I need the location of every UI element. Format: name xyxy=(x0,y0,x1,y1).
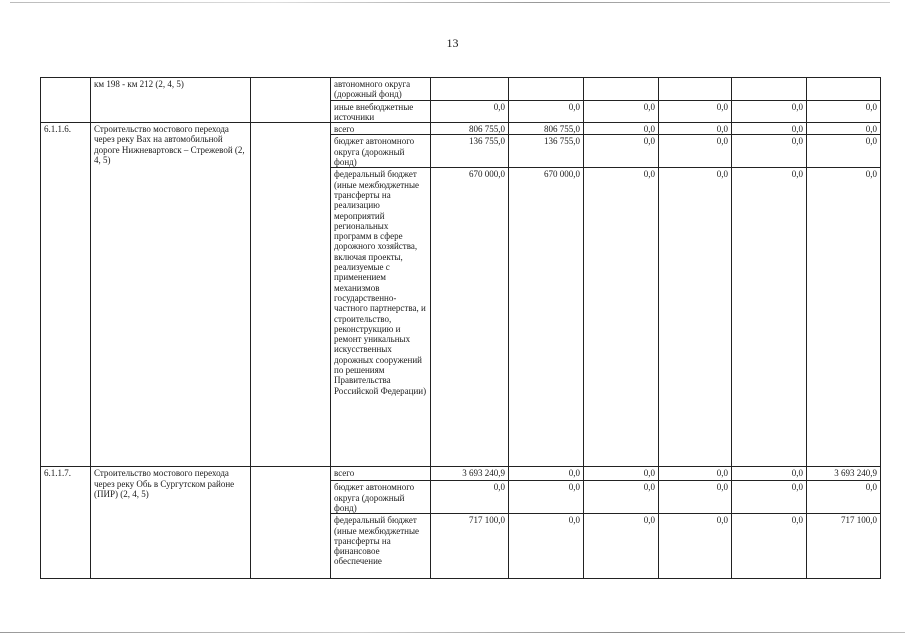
value-cell: 0,0 xyxy=(659,168,732,467)
value-cell: 0,0 xyxy=(807,168,881,467)
table-row xyxy=(41,123,881,135)
value-cell: 0,0 xyxy=(732,135,807,168)
funding-source: иные внебюджетные источники xyxy=(331,100,431,123)
value-cell: 0,0 xyxy=(807,135,881,168)
value-cell: 717 100,0 xyxy=(431,514,509,579)
value-cell: 0,0 xyxy=(807,100,881,123)
value-cell: 0,0 xyxy=(431,100,509,123)
value-cell: 3 693 240,9 xyxy=(431,467,509,481)
value-cell: 136 755,0 xyxy=(509,135,584,168)
value-cell: 0,0 xyxy=(732,514,807,579)
value-cell: 0,0 xyxy=(659,481,732,514)
value-cell: 0,0 xyxy=(509,514,584,579)
value-cell: 0,0 xyxy=(509,481,584,514)
item-number: 6.1.1.7. xyxy=(41,467,91,579)
value-cell: 0,0 xyxy=(509,100,584,123)
value-cell: 806 755,0 xyxy=(431,123,509,135)
executor-cell xyxy=(251,123,331,467)
value-cell: 0,0 xyxy=(584,467,659,481)
executor-cell xyxy=(251,467,331,579)
value-cell: 3 693 240,9 xyxy=(807,467,881,481)
item-name: Строительство мостового перехода через реку Вах на автомобильной дороге Нижневартовск – Стрежевой (2, 4, 5) xyxy=(91,123,251,467)
item-number: 6.1.1.6. xyxy=(41,123,91,467)
value-cell: 0,0 xyxy=(732,168,807,467)
value-cell: 0,0 xyxy=(584,168,659,467)
value-cell: 0,0 xyxy=(732,467,807,481)
value-cell xyxy=(732,78,807,101)
value-cell: 0,0 xyxy=(659,467,732,481)
scan-edge-bottom xyxy=(0,632,905,633)
value-cell: 0,0 xyxy=(807,481,881,514)
funding-source: всего xyxy=(331,123,431,135)
value-cell: 0,0 xyxy=(659,514,732,579)
table-row xyxy=(41,78,881,101)
executor-cell xyxy=(251,78,331,123)
item-number xyxy=(41,78,91,123)
value-cell: 0,0 xyxy=(509,467,584,481)
funding-source: федеральный бюджет (иные межбюджетные трансферты на финансовое обеспечение xyxy=(331,514,431,579)
scan-edge-top xyxy=(10,2,890,3)
value-cell: 0,0 xyxy=(732,481,807,514)
value-cell: 0,0 xyxy=(659,123,732,135)
table-row xyxy=(41,467,881,481)
value-cell: 0,0 xyxy=(732,100,807,123)
value-cell: 0,0 xyxy=(807,123,881,135)
value-cell xyxy=(509,78,584,101)
value-cell xyxy=(659,78,732,101)
value-cell: 0,0 xyxy=(584,514,659,579)
budget-table xyxy=(40,77,881,579)
value-cell xyxy=(584,78,659,101)
value-cell: 0,0 xyxy=(584,135,659,168)
funding-source: автономного округа (дорожный фонд) xyxy=(331,78,431,101)
item-name: км 198 - км 212 (2, 4, 5) xyxy=(91,78,251,123)
value-cell: 0,0 xyxy=(584,100,659,123)
value-cell: 806 755,0 xyxy=(509,123,584,135)
value-cell: 136 755,0 xyxy=(431,135,509,168)
value-cell: 717 100,0 xyxy=(807,514,881,579)
value-cell: 670 000,0 xyxy=(431,168,509,467)
funding-source: федеральный бюджет (иные межбюджетные трансферты на реализацию мероприятий региональных программ в сфере дорожного хозяйства, включая проекты, реализуемые с применением механизмов государственно-частного партнерства, и строительство, реконструкцию и ремонт уникальных искусственных дорожных сооружений по решениям Правительства Российской Федерации) xyxy=(331,168,431,467)
value-cell xyxy=(807,78,881,101)
value-cell: 0,0 xyxy=(659,135,732,168)
funding-source: всего xyxy=(331,467,431,481)
value-cell: 0,0 xyxy=(431,481,509,514)
funding-source: бюджет автономного округа (дорожный фонд) xyxy=(331,135,431,168)
funding-source: бюджет автономного округа (дорожный фонд) xyxy=(331,481,431,514)
value-cell: 0,0 xyxy=(584,481,659,514)
value-cell: 670 000,0 xyxy=(509,168,584,467)
value-cell xyxy=(431,78,509,101)
value-cell: 0,0 xyxy=(584,123,659,135)
page-number: 13 xyxy=(446,36,459,50)
value-cell: 0,0 xyxy=(659,100,732,123)
item-name: Строительство мостового перехода через реку Обь в Сургутском районе (ПИР) (2, 4, 5) xyxy=(91,467,251,579)
value-cell: 0,0 xyxy=(732,123,807,135)
